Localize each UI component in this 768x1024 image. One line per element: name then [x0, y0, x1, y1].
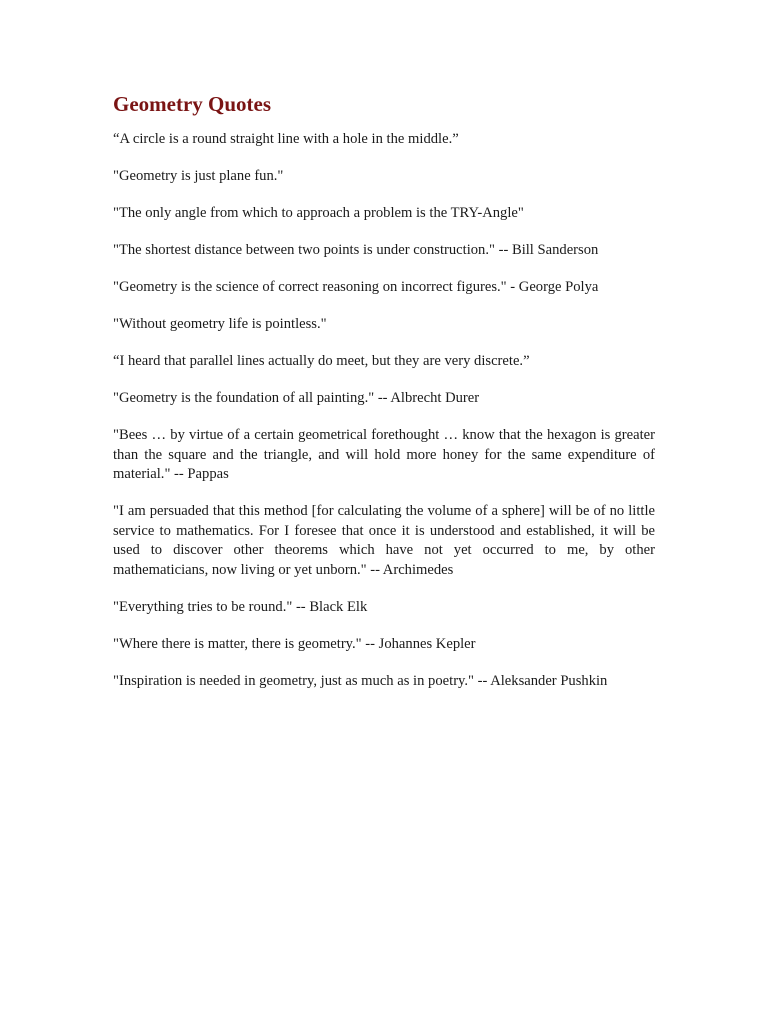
quote-paragraph: “I heard that parallel lines actually do meet, but they are very discrete.” [113, 353, 530, 369]
quote-paragraph: "Without geometry life is pointless." [113, 316, 327, 332]
quote-paragraph: "Geometry is just plane fun." [113, 168, 284, 184]
quote-paragraph: "The only angle from which to approach a problem is the TRY-Angle" [113, 205, 524, 221]
quote-paragraph: "Inspiration is needed in geometry, just as much as in poetry." -- Aleksander Pushkin [113, 672, 608, 689]
quote-paragraph: "Geometry is the foundation of all painting." -- Albrecht Durer [113, 390, 480, 406]
quote-paragraph: “A circle is a round straight line with a hole in the middle.” [113, 131, 459, 147]
quote-paragraph: "The shortest distance between two points is under construction." -- Bill Sanderson [113, 242, 599, 258]
quote-paragraph: "I am persuaded that this method [for calculating the volume of a sphere] will be of no little service to mathematics. For I foresee that once it is understood and established, it will be used to discover other theorems which have not yet occurred to me, by other mathematicians, now living or yet unborn." -- Archimedes [113, 503, 655, 578]
quote-paragraph: "Geometry is the science of correct reasoning on incorrect figures." - George Polya [113, 279, 599, 295]
quote-paragraph: "Bees … by virtue of a certain geometrical forethought … know that the hexagon is greater than the square and the triangle, and will hold more honey for the same expenditure of material." -- Pappas [113, 427, 655, 482]
quote-paragraph: "Everything tries to be round." -- Black Elk [113, 598, 368, 615]
quote-paragraph: "Where there is matter, there is geometry." -- Johannes Kepler [113, 635, 476, 652]
page-title: Geometry Quotes [113, 92, 272, 116]
document-page [113, 88, 655, 709]
